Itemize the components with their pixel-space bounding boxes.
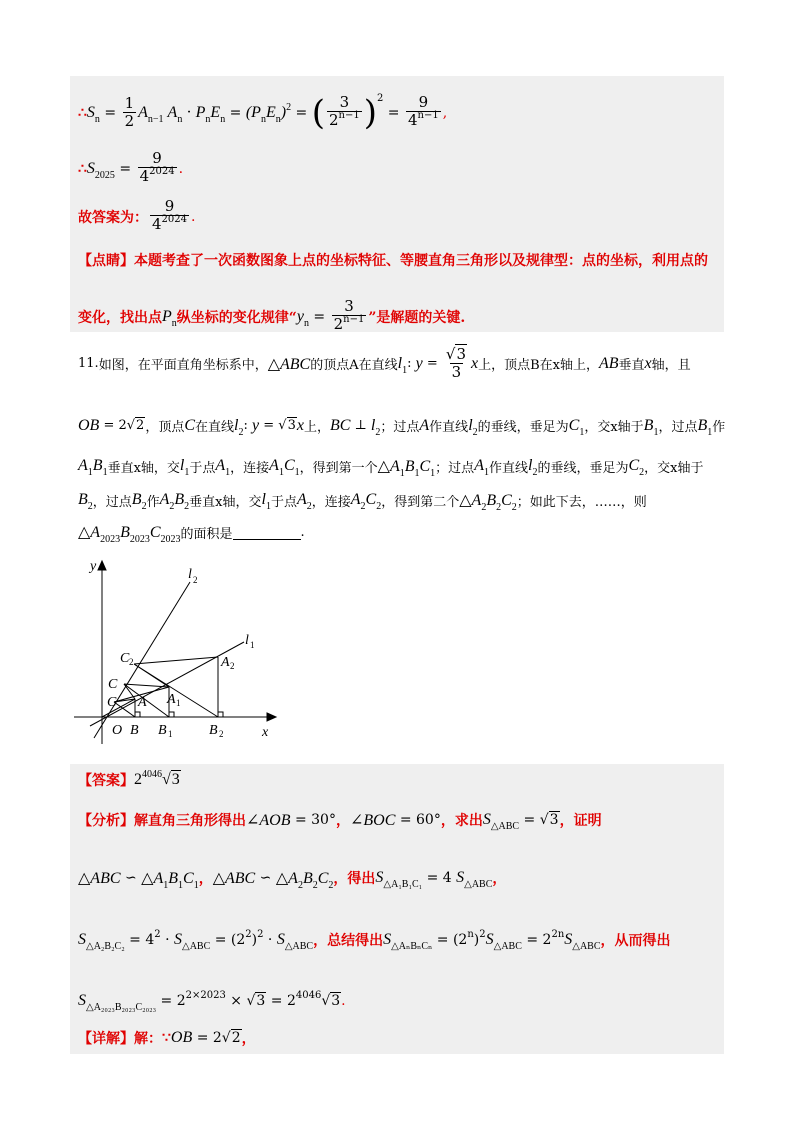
label-A: A xyxy=(138,695,147,710)
label-O: O xyxy=(112,723,123,738)
answer-value-line: 【答案】 $2^{4046}√3$ xyxy=(78,769,180,789)
problem-line-4: $B_2$ ，过点 $B_2$ 作 $A_2B_2$ 垂直x轴，交 $l_1$ 于点 $A_2$ ，连接 $A_2C_2$ ，得到第二个 $\triangle A_2B_2C_2$ ；如此下去，……，则 xyxy=(78,491,647,513)
label-y: y xyxy=(90,559,97,574)
problem-line-3: $A_1B_1$ 垂直x轴，交 $l_1$ 于点 $A_1$ ，连接 $A_1C_1$ ，得到第一个 $\triangle A_1B_1C_1$ ；过点 $A_1$ 作直线 $l_2$ 的垂线，垂足为 $C_2$ ，交x轴于 xyxy=(78,457,704,479)
sub-A2: 2 xyxy=(230,661,235,671)
solution-block-bottom xyxy=(70,764,724,1054)
sub-l2: 2 xyxy=(193,575,198,585)
label-C2: C xyxy=(120,651,130,666)
analysis-line-3: $S_{\triangle A_2B_2C_2}$ = $4^2$ · $S_{\triangle ABC}$ = $(2^2)^2$ · $S_{\triangle ABC}$ ，总结得出 $S_{\triangle A_nB_nC_n}$ = $(2^n)^2$ $S_{\triangle ABC}$ = $2^{2n}$ $S_{\triangle ABC}$ ，从而得出 xyxy=(78,929,671,952)
x-axis-arrow xyxy=(267,713,276,721)
label-l2: l xyxy=(188,567,192,582)
label-B1: B xyxy=(158,723,167,738)
label-B: B xyxy=(130,723,139,738)
formula-Sn: ∴ $S_n$ = $\frac{1}{2}$ $A_{n-1}$ $A_n \cdot P_nE_n$ = $(P_nE_n)^2$ = ( $\frac{3}{2^{n-1}}$ ) 2 = $\frac{9}{4^{n-1}}$ , xyxy=(78,92,448,133)
sub-C2: 2 xyxy=(129,657,134,667)
label-C: C xyxy=(107,695,117,710)
geometry-figure xyxy=(72,556,282,746)
label-A2: A xyxy=(221,655,230,670)
detail-line: 【详解】 解： ∵ OB = 2√2 ， xyxy=(78,1029,256,1047)
sub-B2: 2 xyxy=(219,729,224,739)
sub-A1: 1 xyxy=(176,698,181,708)
label-A1: A xyxy=(167,692,176,707)
analysis-line-1: 【分析】 解直角三角形得出 ∠AOB = 30° ， ∠BOC = 60° ，求出 $S_{\triangle ABC}$ = √3 ，证明 xyxy=(78,811,602,832)
label-x: x xyxy=(262,725,269,740)
comment-line-2: 变化，找出点 $P_n$ 纵坐标的变化规律“ $y_n$ = $\frac{3}{2^{n-1}}$ ”是解题的关键. xyxy=(78,297,466,333)
analysis-line-4: $S_{\triangle A_{2023}B_{2023}C_{2023}}$ = $2^{2\times 2023} \times √3 = 2^{4046}√3$ . xyxy=(78,990,346,1013)
label-C1: C xyxy=(108,677,118,692)
problem-line-1: 11. 如图，在平面直角坐标系中， △ABC 的顶点A在直线 $l_1$ : y = $\frac{√3}{3}$ x 上，顶点B在x轴上， AB 垂直 x 轴，且 xyxy=(78,345,691,381)
analysis-line-2: △ABC ∽ $\triangle A_1B_1C_1$ ， △ABC ∽ $\triangle A_2B_2C_2$ ，得出 $S_{\triangle A_1B_1C_1}$ = 4 $S_{\triangle ABC}$ ， xyxy=(78,869,507,891)
sub-B1: 1 xyxy=(168,729,173,739)
solution-block-top xyxy=(70,76,724,332)
comment-line-1: 【点睛】 本题考查了一次函数图象上点的坐标特征、等腰直角三角形以及规律型：点的坐标，利用点的 xyxy=(78,253,708,269)
line-l2 xyxy=(94,582,190,738)
answer-line: 故答案为： $\frac{9}{4^{2024}}$ . xyxy=(78,197,196,233)
problem-line-2: OB = 2√2 ，顶点 C 在直线 $l_2$ : y = √3 x 上， BC ⊥ $l_2$ ；过点 A 作直线 $l_2$ 的垂线，垂足为 $C_1$ ，交x轴于 $B_1$ ，过点 $B_1$ 作 xyxy=(78,416,726,438)
y-axis-arrow xyxy=(98,561,106,570)
answer-blank xyxy=(233,525,301,540)
sub-l1: 1 xyxy=(250,640,255,650)
formula-S2025: ∴ $S_{2025}$ = $\frac{9}{4^{2024}}$ . xyxy=(78,149,184,185)
label-B2: B xyxy=(209,723,218,738)
label-l1: l xyxy=(245,633,249,648)
problem-line-5: $\triangle A_{2023}B_{2023}C_{2023}$ 的面积是 . xyxy=(78,524,305,545)
